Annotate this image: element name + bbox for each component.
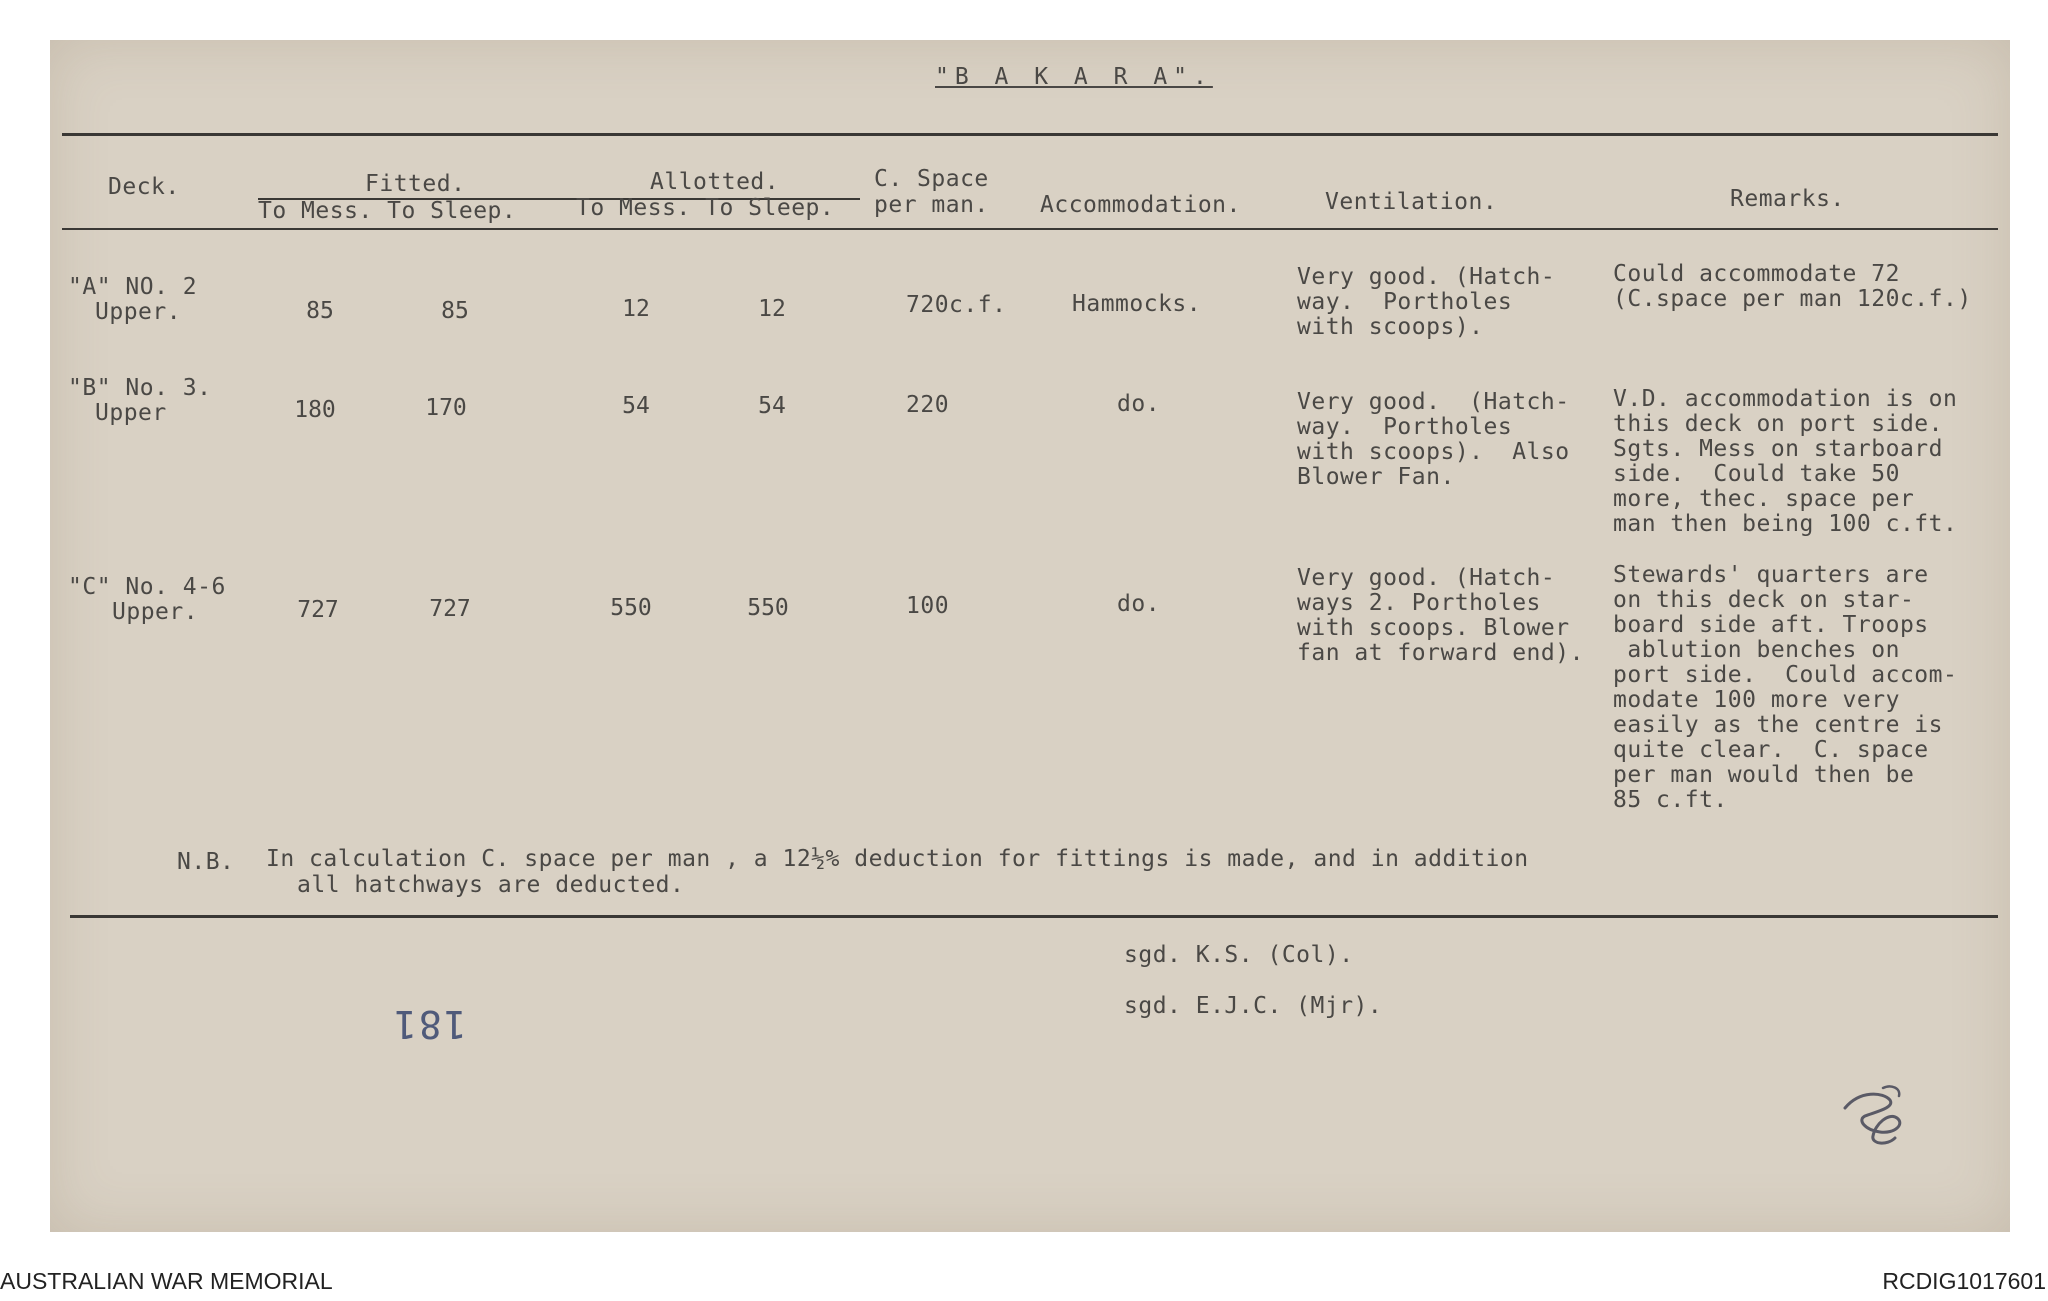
top-rule [62, 133, 1998, 136]
row-b-accommodation: do. [1117, 391, 1161, 417]
note-line-1: In calculation C. space per man , a 12½% deduction for fittings is made, and in addition [266, 846, 1529, 872]
row-c-ventilation-1: Very good. (Hatch- [1297, 565, 1556, 591]
row-c-cspace: 100 [906, 593, 950, 619]
header-fitted-sub: To Mess. To Sleep. [258, 198, 517, 224]
row-c-deck-2: Upper. [112, 599, 199, 625]
header-deck: Deck. [108, 174, 180, 200]
row-b-ventilation-3: with scoops). Also [1297, 439, 1570, 465]
row-a-ventilation-1: Very good. (Hatch- [1297, 264, 1556, 290]
signature-1: sgd. K.S. (Col). [1124, 942, 1354, 968]
row-c-remarks-8: quite clear. C. space [1613, 737, 1929, 763]
row-c-deck-1: "C" No. 4-6 [68, 574, 226, 600]
header-bottom-rule [62, 228, 1998, 230]
row-a-deck-1: "A" NO. 2 [68, 274, 198, 300]
row-c-allotted-mess: 550 [610, 595, 652, 621]
row-c-remarks-3: board side aft. Troops [1613, 612, 1929, 638]
row-b-remarks-2: this deck on port side. [1613, 411, 1943, 437]
row-b-fitted-sleep: 170 [425, 395, 467, 421]
row-c-ventilation-3: with scoops. Blower [1297, 615, 1570, 641]
header-cspace-1: C. Space [874, 166, 989, 192]
row-b-cspace: 220 [906, 392, 950, 418]
row-b-ventilation-1: Very good. (Hatch- [1297, 389, 1570, 415]
row-b-remarks-3: Sgts. Mess on starboard [1613, 436, 1943, 462]
row-b-ventilation-2: way. Portholes [1297, 414, 1513, 440]
row-a-fitted-mess: 85 [306, 298, 334, 324]
row-c-remarks-7: easily as the centre is [1613, 712, 1943, 738]
row-c-remarks-5: port side. Could accom- [1613, 662, 1958, 688]
row-c-remarks-9: per man would then be [1613, 762, 1915, 788]
row-c-fitted-sleep: 727 [429, 596, 471, 622]
row-b-remarks-6: man then being 100 c.ft. [1613, 511, 1958, 537]
row-b-deck-2: Upper [95, 400, 167, 426]
header-fitted: Fitted. [365, 171, 466, 197]
footer-right: RCDIG1017601 [1882, 1268, 2046, 1294]
row-c-fitted-mess: 727 [297, 597, 339, 623]
signature-2: sgd. E.J.C. (Mjr). [1124, 993, 1383, 1019]
row-c-accommodation: do. [1117, 591, 1161, 617]
row-c-remarks-1: Stewards' quarters are [1613, 562, 1929, 588]
note-line-2: all hatchways are deducted. [297, 872, 685, 898]
archive-stamp-number: 181 [392, 1002, 467, 1046]
row-c-remarks-4: ablution benches on [1613, 637, 1900, 663]
handwritten-mark-icon [1835, 1080, 1915, 1150]
header-cspace-2: per man. [874, 192, 989, 218]
row-a-ventilation-3: with scoops). [1297, 314, 1484, 340]
row-b-fitted-mess: 180 [294, 397, 336, 423]
row-b-deck-1: "B" No. 3. [68, 375, 212, 401]
row-c-ventilation-4: fan at forward end). [1297, 640, 1584, 666]
row-a-cspace: 720c.f. [906, 292, 1007, 318]
row-a-allotted-mess: 12 [622, 296, 650, 322]
row-c-remarks-10: 85 c.ft. [1613, 787, 1728, 813]
row-a-fitted-sleep: 85 [441, 298, 469, 324]
row-b-remarks-5: more, thec. space per [1613, 486, 1915, 512]
header-allotted-sub: To Mess. To Sleep. [576, 195, 835, 221]
row-c-allotted-sleep: 550 [747, 595, 789, 621]
row-b-remarks-1: V.D. accommodation is on [1613, 386, 1958, 412]
note-bottom-rule [70, 915, 1998, 918]
row-a-deck-2: Upper. [95, 299, 182, 325]
header-accommodation: Accommodation. [1040, 192, 1241, 218]
row-c-ventilation-2: ways 2. Portholes [1297, 590, 1541, 616]
row-a-remarks-2: (C.space per man 120c.f.) [1613, 286, 1972, 312]
row-b-allotted-mess: 54 [622, 393, 650, 419]
note-label: N.B. [177, 849, 235, 875]
row-c-remarks-2: on this deck on star- [1613, 587, 1915, 613]
footer-left: AUSTRALIAN WAR MEMORIAL [0, 1268, 333, 1294]
row-a-remarks-1: Could accommodate 72 [1613, 261, 1900, 287]
row-c-remarks-6: modate 100 more very [1613, 687, 1900, 713]
row-a-accommodation: Hammocks. [1072, 291, 1202, 317]
header-allotted: Allotted. [650, 169, 780, 195]
document-title: "B A K A R A". [935, 64, 1213, 90]
header-ventilation: Ventilation. [1325, 189, 1498, 215]
row-a-allotted-sleep: 12 [758, 296, 786, 322]
row-b-allotted-sleep: 54 [758, 393, 786, 419]
row-a-ventilation-2: way. Portholes [1297, 289, 1513, 315]
row-b-remarks-4: side. Could take 50 [1613, 461, 1900, 487]
header-remarks: Remarks. [1730, 186, 1845, 212]
row-b-ventilation-4: Blower Fan. [1297, 464, 1455, 490]
